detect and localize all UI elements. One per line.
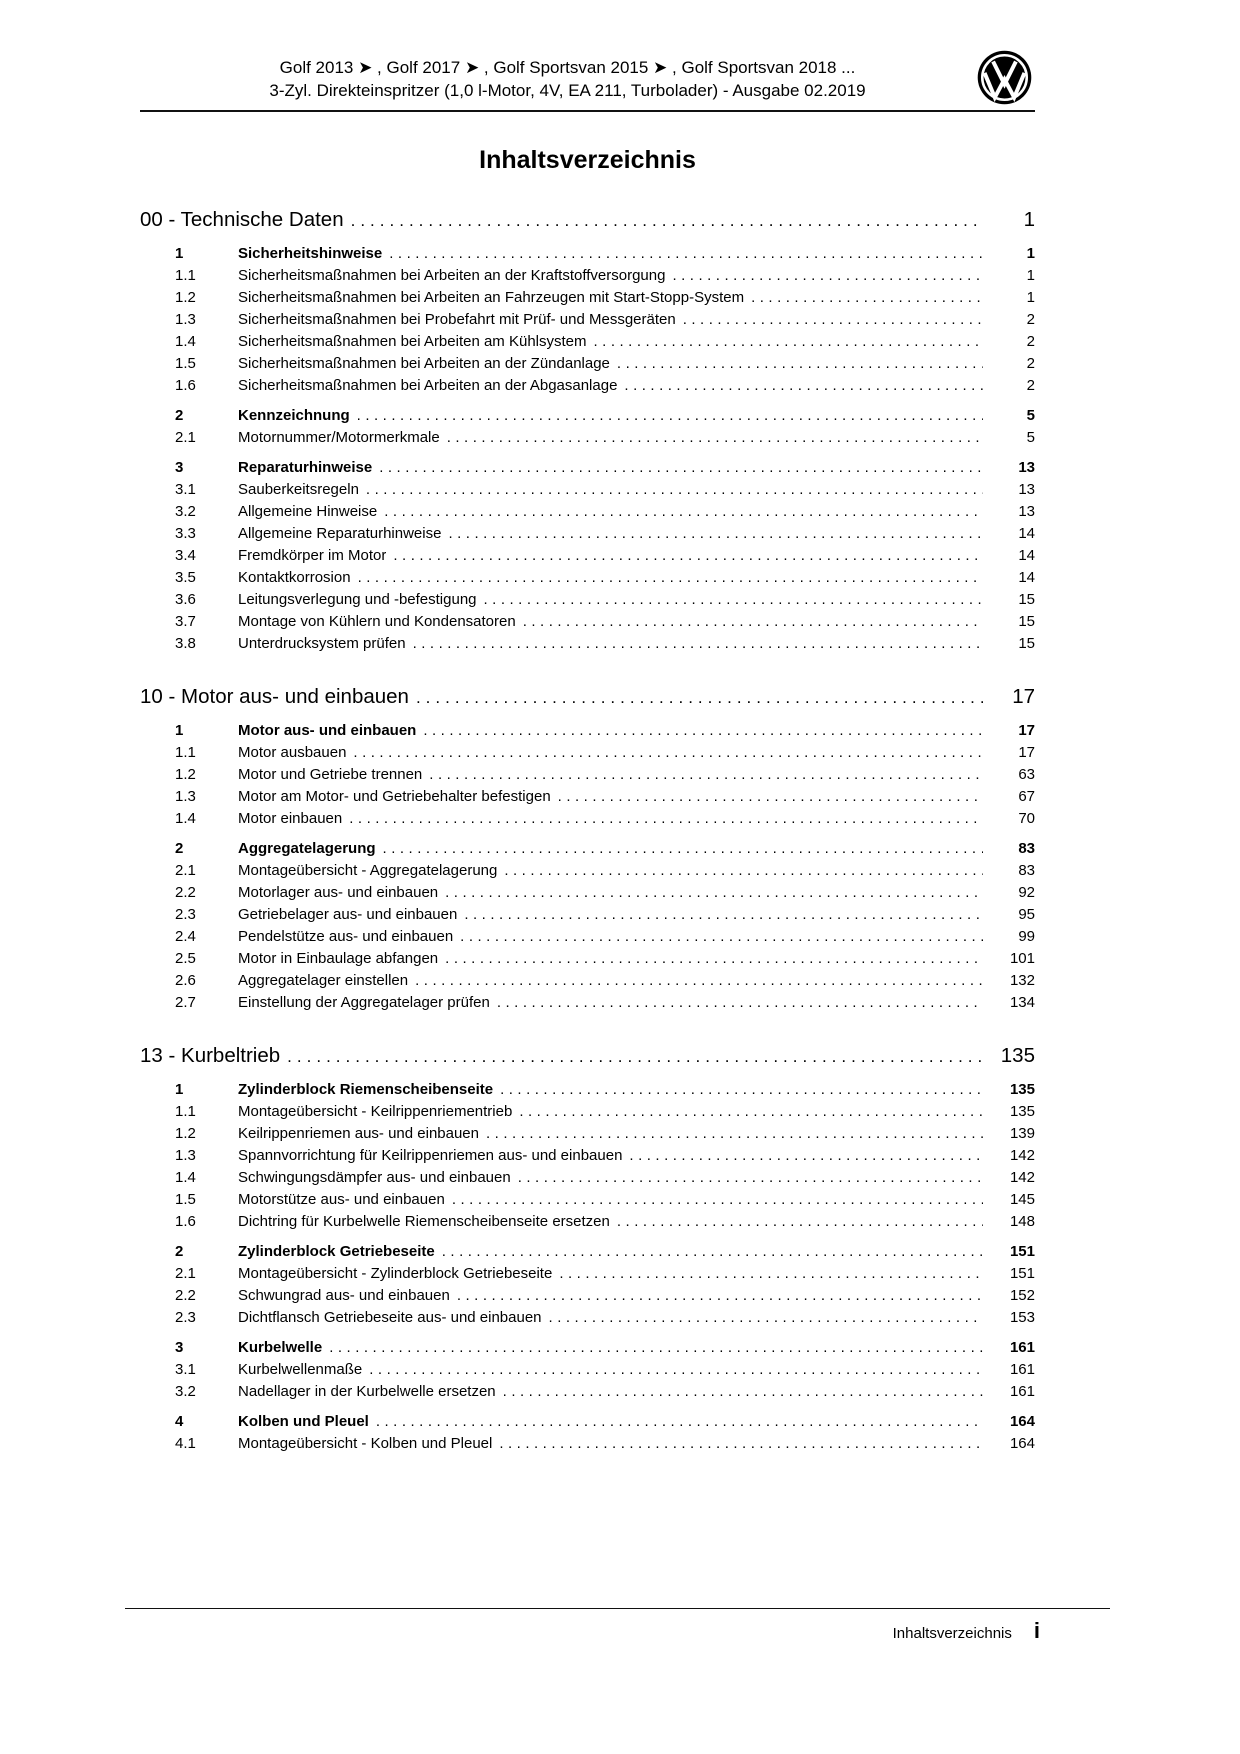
entry-number: 1.1 [175, 267, 196, 284]
chapter-heading-row [140, 683, 1035, 712]
entry-title: Fremdkörper im Motor [238, 547, 387, 564]
entry-page-number: 13 [1018, 481, 1035, 498]
entry-title: Motornummer/Motormerkmale [238, 429, 440, 446]
entry-number: 3.1 [175, 481, 196, 498]
entry-page-number: 15 [1018, 591, 1035, 608]
entry-number: 1.2 [175, 766, 196, 783]
toc-chapter [140, 206, 1035, 655]
entry-page-number: 17 [1018, 744, 1035, 761]
volkswagen-logo-icon [976, 49, 1033, 106]
entry-page-number: 145 [1009, 1191, 1035, 1208]
entry-page-number: 13 [1018, 459, 1035, 476]
entry-title: Spannvorrichtung für Keilrippenriemen aus- und einbauen [238, 1147, 623, 1164]
toc-entry-row [140, 287, 1035, 309]
entry-page-number: 83 [1018, 840, 1035, 857]
dot-leader [499, 1433, 983, 1455]
dot-leader [518, 1167, 983, 1189]
entry-title: Motor und Getriebe trennen [238, 766, 423, 783]
entry-title: Sicherheitsmaßnahmen bei Arbeiten an der Abgasanlage [238, 377, 618, 394]
dot-leader [369, 1359, 983, 1381]
entry-number: 3 [175, 1339, 184, 1356]
toc-entry-row [140, 1381, 1035, 1403]
entry-page-number: 142 [1009, 1147, 1035, 1164]
entry-page-number: 142 [1009, 1169, 1035, 1186]
chapter-title: 00 - Technische Daten [140, 208, 344, 231]
entry-title: Allgemeine Reparaturhinweise [238, 525, 442, 542]
entry-page-number: 153 [1009, 1309, 1035, 1326]
toc-entry-row [140, 1337, 1035, 1359]
entry-title: Sauberkeitsregeln [238, 481, 359, 498]
toc-entry-row [140, 1433, 1035, 1455]
toc-entry-row [140, 567, 1035, 589]
toc-entry-row [140, 1167, 1035, 1189]
dot-leader [329, 1337, 983, 1359]
dot-leader [353, 742, 983, 764]
toc-entry-row [140, 1145, 1035, 1167]
chapter-page-number: 1 [1023, 208, 1035, 231]
entry-title: Pendelstütze aus- und einbauen [238, 928, 454, 945]
entry-number: 3.3 [175, 525, 196, 542]
entry-title: Zylinderblock Getriebeseite [238, 1243, 435, 1260]
footer-label: Inhaltsverzeichnis [892, 1625, 1012, 1642]
entry-number: 2.1 [175, 429, 196, 446]
entry-title: Kennzeichnung [238, 407, 350, 424]
entry-page-number: 83 [1018, 862, 1035, 879]
dot-leader [484, 589, 983, 611]
entry-number: 3.2 [175, 503, 196, 520]
toc-entry-row [140, 786, 1035, 808]
entry-number: 2.5 [175, 950, 196, 967]
entry-page-number: 5 [1026, 429, 1035, 446]
dot-leader [559, 1263, 983, 1285]
dot-leader [366, 479, 983, 501]
entry-page-number: 135 [1009, 1103, 1035, 1120]
entry-number: 2.2 [175, 884, 196, 901]
entry-page-number: 70 [1018, 810, 1035, 827]
entry-number: 1.4 [175, 810, 196, 827]
dot-leader [357, 405, 983, 427]
entry-title: Sicherheitsmaßnahmen bei Probefahrt mit Prüf- und Messgeräten [238, 311, 676, 328]
entry-title: Aggregatelager einstellen [238, 972, 409, 989]
toc-entry-row [140, 1307, 1035, 1329]
dot-leader [445, 882, 983, 904]
dot-leader [672, 265, 983, 287]
entry-page-number: 148 [1009, 1213, 1035, 1230]
toc-entry-row [140, 838, 1035, 860]
dot-leader [358, 567, 983, 589]
entry-page-number: 99 [1018, 928, 1035, 945]
entry-title: Getriebelager aus- und einbauen [238, 906, 458, 923]
entry-number: 1.5 [175, 355, 196, 372]
dot-leader [751, 287, 983, 309]
dot-leader [383, 838, 983, 860]
entry-page-number: 5 [1026, 407, 1035, 424]
entry-page-number: 161 [1009, 1361, 1035, 1378]
entry-number: 1.3 [175, 1147, 196, 1164]
entry-page-number: 135 [1009, 1081, 1035, 1098]
entry-page-number: 152 [1009, 1287, 1035, 1304]
dot-leader [442, 1241, 983, 1263]
entry-number: 3.7 [175, 613, 196, 630]
dot-leader [389, 243, 983, 265]
dot-leader [415, 970, 983, 992]
entry-title: Leitungsverlegung und -befestigung [238, 591, 477, 608]
entry-title: Reparaturhinweise [238, 459, 373, 476]
entry-number: 3.2 [175, 1383, 196, 1400]
entry-number: 1.1 [175, 744, 196, 761]
dot-leader [351, 206, 983, 235]
entry-page-number: 92 [1018, 884, 1035, 901]
entry-number: 1.4 [175, 333, 196, 350]
toc-entry-row [140, 589, 1035, 611]
chapter-title: 10 - Motor aus- und einbauen [140, 685, 409, 708]
entry-page-number: 1 [1026, 289, 1035, 306]
footer-page-number: i [1033, 1618, 1040, 1643]
entry-title: Aggregatelagerung [238, 840, 376, 857]
entry-title: Motor am Motor- und Getriebehalter befestigen [238, 788, 551, 805]
entry-number: 4 [175, 1413, 184, 1430]
entry-page-number: 134 [1009, 994, 1035, 1011]
entry-number: 1 [175, 1081, 184, 1098]
dot-leader [464, 904, 983, 926]
dot-leader [445, 948, 983, 970]
dot-leader [452, 1189, 983, 1211]
toc-chapter [140, 683, 1035, 1014]
entry-page-number: 1 [1026, 245, 1035, 262]
entry-title: Sicherheitshinweise [238, 245, 383, 262]
entry-title: Motor einbauen [238, 810, 343, 827]
entry-number: 3.8 [175, 635, 196, 652]
page-title: Inhaltsverzeichnis [479, 146, 696, 174]
dot-leader [558, 786, 983, 808]
entry-title: Dichtring für Kurbelwelle Riemenscheibenseite ersetzen [238, 1213, 610, 1230]
entry-page-number: 132 [1009, 972, 1035, 989]
entry-number: 2.1 [175, 862, 196, 879]
entry-page-number: 161 [1009, 1383, 1035, 1400]
entry-title: Montage von Kühlern und Kondensatoren [238, 613, 516, 630]
entry-page-number: 164 [1009, 1413, 1035, 1430]
toc-entry-row [140, 633, 1035, 655]
dot-leader [629, 1145, 983, 1167]
toc-entry-row [140, 1079, 1035, 1101]
dot-leader [683, 309, 983, 331]
entry-number: 4.1 [175, 1435, 196, 1452]
entry-number: 3.5 [175, 569, 196, 586]
toc-entry-row [140, 1123, 1035, 1145]
toc-entry-row [140, 1101, 1035, 1123]
entry-page-number: 67 [1018, 788, 1035, 805]
dot-leader [500, 1079, 983, 1101]
dot-leader [384, 501, 983, 523]
toc-entry-row [140, 405, 1035, 427]
entry-number: 1.5 [175, 1191, 196, 1208]
entry-number: 3.6 [175, 591, 196, 608]
chapter-heading-row [140, 1042, 1035, 1071]
toc-entry-row [140, 265, 1035, 287]
entry-page-number: 161 [1009, 1339, 1035, 1356]
entry-title: Motor in Einbaulage abfangen [238, 950, 439, 967]
dot-leader [617, 353, 983, 375]
entry-number: 1.3 [175, 311, 196, 328]
toc-entry-row [140, 1211, 1035, 1233]
dot-leader [504, 860, 983, 882]
page-header [140, 56, 1035, 112]
toc-entry-row [140, 375, 1035, 397]
toc-entry-row [140, 926, 1035, 948]
toc-entry-row [140, 808, 1035, 830]
entry-number: 2.7 [175, 994, 196, 1011]
entry-page-number: 63 [1018, 766, 1035, 783]
toc-entry-row [140, 1263, 1035, 1285]
toc-entry-row [140, 611, 1035, 633]
dot-leader [429, 764, 983, 786]
dot-leader [460, 926, 983, 948]
entry-title: Montageübersicht - Keilrippenriementrieb [238, 1103, 513, 1120]
entry-number: 2 [175, 1243, 184, 1260]
entry-page-number: 2 [1026, 333, 1035, 350]
toc-entry-row [140, 353, 1035, 375]
entry-title: Sicherheitsmaßnahmen bei Arbeiten an Fahrzeugen mit Start-Stopp-System [238, 289, 745, 306]
entry-title: Kurbelwellenmaße [238, 1361, 363, 1378]
toc-entry-row [140, 1241, 1035, 1263]
entry-title: Dichtflansch Getriebeseite aus- und einbauen [238, 1309, 542, 1326]
toc-entry-row [140, 523, 1035, 545]
entry-number: 1.2 [175, 1125, 196, 1142]
toc-entry-row [140, 501, 1035, 523]
toc-entry-row [140, 764, 1035, 786]
entry-number: 1.3 [175, 788, 196, 805]
entry-number: 2.3 [175, 906, 196, 923]
toc-entry-row [140, 479, 1035, 501]
entry-title: Sicherheitsmaßnahmen bei Arbeiten an der Kraftstoffversorgung [238, 267, 666, 284]
entry-title: Kontaktkorrosion [238, 569, 351, 586]
chapter-heading-row [140, 206, 1035, 235]
entry-page-number: 164 [1009, 1435, 1035, 1452]
toc-chapter [140, 1042, 1035, 1455]
entry-page-number: 95 [1018, 906, 1035, 923]
entry-number: 2 [175, 407, 184, 424]
dot-leader [486, 1123, 983, 1145]
chapter-title: 13 - Kurbeltrieb [140, 1044, 281, 1067]
toc-entry-row [140, 1189, 1035, 1211]
entry-page-number: 101 [1009, 950, 1035, 967]
entry-title: Einstellung der Aggregatelager prüfen [238, 994, 490, 1011]
entry-number: 2.4 [175, 928, 196, 945]
entry-number: 1 [175, 722, 184, 739]
dot-leader [379, 457, 983, 479]
chapter-page-number: 17 [1012, 685, 1035, 708]
entry-number: 2.6 [175, 972, 196, 989]
header-text-block [140, 56, 1035, 102]
entry-title: Schwungrad aus- und einbauen [238, 1287, 450, 1304]
dot-leader [416, 683, 983, 712]
dot-leader [447, 427, 983, 449]
dot-leader [287, 1042, 983, 1071]
toc-entry-row [140, 457, 1035, 479]
toc-entry-row [140, 948, 1035, 970]
toc-entry-row [140, 992, 1035, 1014]
entry-page-number: 151 [1009, 1243, 1035, 1260]
entry-title: Montageübersicht - Kolben und Pleuel [238, 1435, 493, 1452]
toc-entry-row [140, 1411, 1035, 1433]
toc-entry-row [140, 545, 1035, 567]
dot-leader [617, 1211, 983, 1233]
entry-title: Montageübersicht - Aggregatelagerung [238, 862, 498, 879]
entry-title: Kolben und Pleuel [238, 1413, 369, 1430]
entry-title: Sicherheitsmaßnahmen bei Arbeiten am Kühlsystem [238, 333, 587, 350]
entry-number: 3 [175, 459, 184, 476]
entry-page-number: 2 [1026, 355, 1035, 372]
toc-entry-row [140, 243, 1035, 265]
entry-number: 1 [175, 245, 184, 262]
entry-page-number: 1 [1026, 267, 1035, 284]
toc-entry-row [140, 331, 1035, 353]
entry-title: Sicherheitsmaßnahmen bei Arbeiten an der Zündanlage [238, 355, 610, 372]
entry-page-number: 17 [1018, 722, 1035, 739]
entry-page-number: 14 [1018, 547, 1035, 564]
entry-title: Schwingungsdämpfer aus- und einbauen [238, 1169, 511, 1186]
dot-leader [349, 808, 983, 830]
entry-title: Motor aus- und einbauen [238, 722, 417, 739]
entry-title: Keilrippenriemen aus- und einbauen [238, 1125, 479, 1142]
entry-page-number: 15 [1018, 613, 1035, 630]
toc-entry-row [140, 1359, 1035, 1381]
dot-leader [457, 1285, 983, 1307]
entry-number: 1.6 [175, 1213, 196, 1230]
entry-page-number: 139 [1009, 1125, 1035, 1142]
toc-entry-row [140, 720, 1035, 742]
entry-number: 2 [175, 840, 184, 857]
dot-leader [376, 1411, 983, 1433]
toc-entry-row [140, 970, 1035, 992]
dot-leader [413, 633, 983, 655]
entry-number: 1.6 [175, 377, 196, 394]
entry-page-number: 14 [1018, 569, 1035, 586]
entry-title: Nadellager in der Kurbelwelle ersetzen [238, 1383, 496, 1400]
toc-entry-row [140, 742, 1035, 764]
page-footer [125, 1608, 1110, 1644]
entry-title: Motorlager aus- und einbauen [238, 884, 439, 901]
entry-title: Allgemeine Hinweise [238, 503, 378, 520]
entry-number: 1.4 [175, 1169, 196, 1186]
dot-leader [497, 992, 983, 1014]
dot-leader [503, 1381, 983, 1403]
dot-leader [423, 720, 983, 742]
dot-leader [393, 545, 983, 567]
toc-entry-row [140, 1285, 1035, 1307]
dot-leader [448, 523, 983, 545]
dot-leader [523, 611, 983, 633]
header-models-line: Golf 2013 ➤ , Golf 2017 ➤ , Golf Sportsvan 2015 ➤ , Golf Sportsvan 2018 ... [279, 58, 856, 77]
entry-page-number: 13 [1018, 503, 1035, 520]
entry-number: 2.3 [175, 1309, 196, 1326]
toc-entry-row [140, 882, 1035, 904]
entry-number: 1.1 [175, 1103, 196, 1120]
entry-title: Unterdrucksystem prüfen [238, 635, 406, 652]
toc-entry-row [140, 427, 1035, 449]
header-engine-line: 3-Zyl. Direkteinspritzer (1,0 l-Motor, 4V, EA 211, Turbolader) - Ausgabe 02.2019 [269, 81, 866, 100]
entry-title: Motorstütze aus- und einbauen [238, 1191, 445, 1208]
entry-page-number: 15 [1018, 635, 1035, 652]
entry-title: Zylinderblock Riemenscheibenseite [238, 1081, 494, 1098]
entry-number: 2.2 [175, 1287, 196, 1304]
entry-page-number: 2 [1026, 377, 1035, 394]
dot-leader [549, 1307, 983, 1329]
entry-page-number: 14 [1018, 525, 1035, 542]
toc-entry-row [140, 860, 1035, 882]
chapter-page-number: 135 [1000, 1044, 1035, 1067]
entry-number: 2.1 [175, 1265, 196, 1282]
entry-page-number: 2 [1026, 311, 1035, 328]
entry-number: 3.4 [175, 547, 196, 564]
entry-page-number: 151 [1009, 1265, 1035, 1282]
dot-leader [624, 375, 983, 397]
entry-number: 1.2 [175, 289, 196, 306]
dot-leader [519, 1101, 983, 1123]
dot-leader [594, 331, 983, 353]
entry-title: Montageübersicht - Zylinderblock Getriebeseite [238, 1265, 553, 1282]
toc-entry-row [140, 309, 1035, 331]
toc-entry-row [140, 904, 1035, 926]
entry-title: Kurbelwelle [238, 1339, 323, 1356]
entry-number: 3.1 [175, 1361, 196, 1378]
toc [140, 206, 1035, 1455]
entry-title: Motor ausbauen [238, 744, 347, 761]
